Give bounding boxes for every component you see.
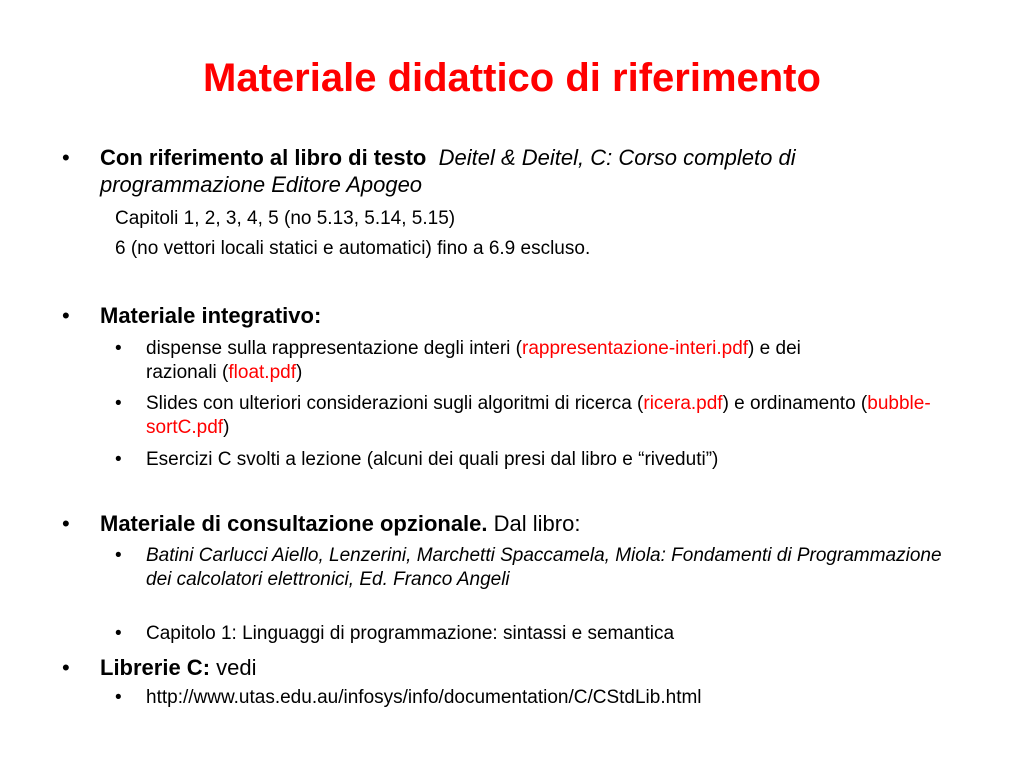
bullet: • [62,145,70,170]
libro-line-2: 6 (no vettori locali statici e automatici) fino a 6.9 escluso. [115,238,591,259]
integrativo-item-3: Esercizi C svolti a lezione (alcuni dei quali presi dal libro e “riveduti”) [146,449,719,470]
librerie-item [100,654,920,681]
libro-item [100,144,920,198]
sub-bullet: • [115,393,122,414]
libro-label: Con riferimento al libro di testo [100,145,427,170]
sub-bullet: • [115,545,122,566]
sub-bullet: • [115,687,122,708]
text: dispense sulla rappresentazione degli interi ( [146,338,523,359]
librerie-url[interactable]: http://www.utas.edu.au/infosys/info/documentation/C/CStdLib.html [146,687,702,708]
bullet: • [62,511,70,536]
integrativo-item-1 [146,337,866,385]
link-float[interactable]: float.pdf [228,362,296,383]
slide-title: Materiale didattico di riferimento [203,56,821,100]
bullet: • [62,655,70,680]
opzionale-item-1: Batini Carlucci Aiello, Lenzerini, Marchetti Spaccamela, Miola: Fondamenti di Programmazione dei calcolatori elettronici, Ed. Franco Angeli [146,545,942,590]
text: ) [295,362,303,383]
opzionale-item-2: Capitolo 1: Linguaggi di programmazione: sintassi e semantica [146,623,675,644]
sub-bullet: • [115,449,122,470]
librerie-label: Librerie C: [100,655,211,680]
opzionale-rest: Dal libro: [487,511,581,536]
link-rappresentazione-interi[interactable]: rappresentazione-interi.pdf [522,338,749,359]
text: ) [223,417,230,438]
text: Slides con ulteriori considerazioni sugli algoritmi di ricerca ( [146,393,644,414]
sub-bullet: • [115,338,122,359]
link-bubble-sort[interactable]: bubble-sortC.pdf [146,393,931,438]
sub-bullet: • [115,623,122,644]
opzionale-item [100,510,920,537]
text: ) e ordinamento ( [722,393,868,414]
libro-line-1: Capitoli 1, 2, 3, 4, 5 (no 5.13, 5.14, 5.15) [115,208,456,229]
integrativo-label: Materiale integrativo: [100,303,322,328]
libro-book: Deitel & Deitel, C: Corso completo di programmazione Editore Apogeo [100,145,796,197]
librerie-rest: vedi [210,655,257,680]
opzionale-label: Materiale di consultazione opzionale. [100,511,488,536]
integrativo-item-2 [146,392,946,440]
link-ricera[interactable]: ricera.pdf [643,393,723,414]
text: ) e dei razionali ( [146,338,801,383]
bullet: • [62,303,70,328]
